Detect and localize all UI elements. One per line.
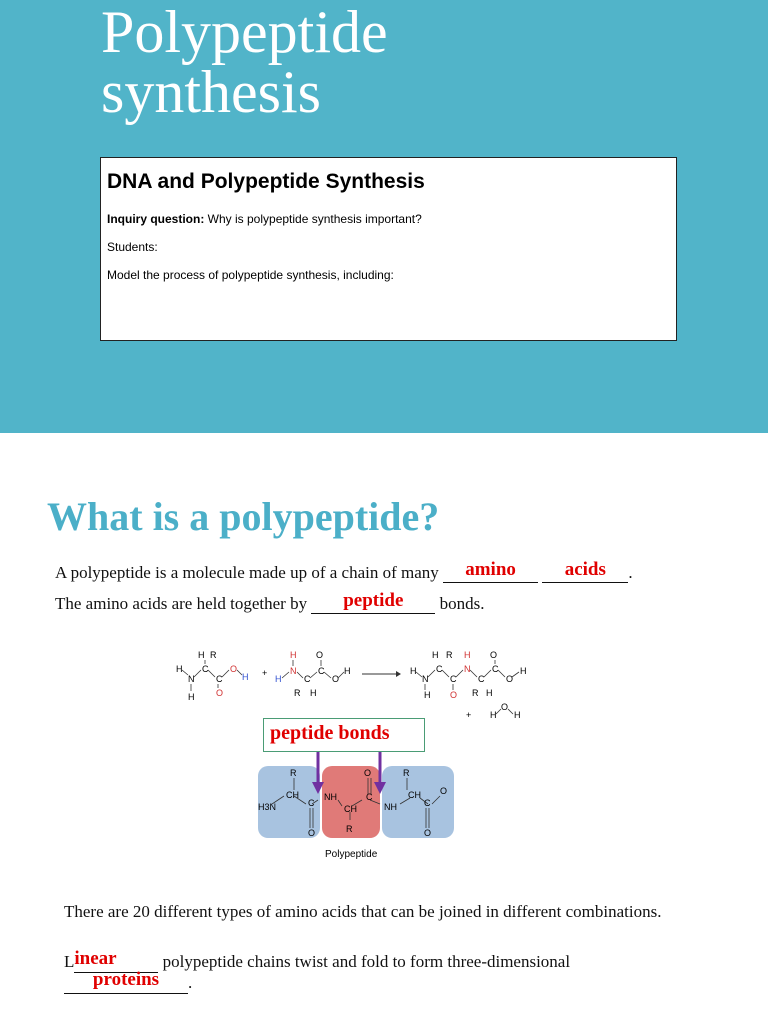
title-line-1: Polypeptide xyxy=(101,0,388,65)
atom-n: N xyxy=(290,666,297,676)
atom-o: O xyxy=(316,650,324,660)
amino-acid-1 xyxy=(176,650,249,702)
answer-peptide: peptide xyxy=(343,590,404,611)
atom-o: O xyxy=(230,664,238,674)
atom-h: H xyxy=(490,710,497,720)
atom-c: C xyxy=(424,798,431,808)
side-chain-r: R xyxy=(346,824,353,834)
syllabus-heading: DNA and Polypeptide Synthesis xyxy=(107,170,425,193)
atom-o: O xyxy=(364,768,372,778)
answer-amino: amino xyxy=(465,559,516,580)
atom-n: N xyxy=(422,674,429,684)
blank-proteins xyxy=(64,969,188,994)
syllabus-box xyxy=(100,157,677,341)
answer-acids: acids xyxy=(564,559,606,580)
atom-o: O xyxy=(501,702,509,712)
atom-h: H xyxy=(520,666,527,676)
atom-o: O xyxy=(216,688,224,698)
folding-prefix: L xyxy=(64,952,75,971)
atom-c: C xyxy=(492,664,499,674)
amino-acid-2 xyxy=(275,650,351,698)
side-chain-r: R xyxy=(403,768,410,778)
atom-c: C xyxy=(308,798,315,808)
atom-h: H xyxy=(242,672,249,682)
alpha-carbon: CH xyxy=(344,804,357,814)
atom-c: C xyxy=(202,664,209,674)
atom-h: H xyxy=(514,710,521,720)
side-chain-r: R xyxy=(290,768,297,778)
folding-mid: polypeptide chains twist and fold to form three-dimensional xyxy=(162,952,571,971)
atom-h: H xyxy=(176,664,183,674)
blank-peptide xyxy=(311,590,435,614)
answer-linear: inear xyxy=(74,948,117,969)
atom-o: O xyxy=(506,674,514,684)
atom-o: O xyxy=(450,690,458,700)
atom-n: N xyxy=(464,664,471,674)
amide-nh: NH xyxy=(324,792,337,802)
folding-suffix: . xyxy=(188,973,193,992)
atom-c: C xyxy=(304,674,311,684)
polypeptide-caption: Polypeptide xyxy=(325,849,378,860)
polypeptide-definition xyxy=(55,559,633,583)
slide-2-title: What is a polypeptide? xyxy=(47,494,440,539)
atom-r: R xyxy=(294,688,301,698)
atom-c: C xyxy=(216,674,223,684)
atom-c: C xyxy=(366,792,373,802)
atom-h: H xyxy=(464,650,471,660)
atom-r: R xyxy=(210,650,217,660)
alpha-carbon: CH xyxy=(408,790,421,800)
folding-para xyxy=(64,948,704,994)
atom-c: C xyxy=(436,664,443,674)
students-label: Students: xyxy=(107,240,158,254)
amino-terminus: H3N xyxy=(258,802,277,812)
atom-o: O xyxy=(424,828,432,838)
atom-h: H xyxy=(410,666,417,676)
atom-h: H xyxy=(310,688,317,698)
atom-h: H xyxy=(424,690,431,700)
plus-sign: + xyxy=(262,668,268,678)
peptide-bonds-label: peptide bonds xyxy=(270,722,390,744)
inquiry-question xyxy=(107,212,422,226)
slide-1 xyxy=(0,0,768,433)
condensation-reaction-diagram xyxy=(160,640,540,725)
definition-suffix: . xyxy=(628,563,633,582)
dipeptide-product xyxy=(410,650,527,720)
atom-n: N xyxy=(188,674,195,684)
peptide-bonds-callout xyxy=(263,718,425,752)
atom-o: O xyxy=(440,786,448,796)
atom-h: H xyxy=(275,674,282,684)
model-line: Model the process of polypeptide synthesis, including: xyxy=(107,268,394,282)
slide-1-title xyxy=(101,0,388,125)
atom-h: H xyxy=(344,666,351,676)
atom-h: H xyxy=(290,650,297,660)
inquiry-text: Why is polypeptide synthesis important? xyxy=(204,212,422,226)
blank-amino xyxy=(443,559,538,583)
amino-acid-types-para: There are 20 different types of amino acids that can be joined in different combinations. xyxy=(64,902,662,921)
polypeptide-structure-diagram xyxy=(250,748,470,868)
atom-o: O xyxy=(332,674,340,684)
atom-c: C xyxy=(478,674,485,684)
atom-r: R xyxy=(472,688,479,698)
atom-c: C xyxy=(318,666,325,676)
definition-prefix: A polypeptide is a molecule made up of a chain of many xyxy=(55,563,439,582)
atom-h: H xyxy=(198,650,205,660)
reaction-arrow xyxy=(362,671,401,677)
bond-sentence xyxy=(55,590,485,614)
atom-c: C xyxy=(450,674,457,684)
plus-sign: + xyxy=(466,710,472,720)
atom-h: H xyxy=(432,650,439,660)
atom-h: H xyxy=(188,692,195,702)
alpha-carbon: CH xyxy=(286,790,299,800)
bond-suffix: bonds. xyxy=(439,594,485,613)
inquiry-label: Inquiry question: xyxy=(107,212,205,226)
title-line-2: synthesis xyxy=(101,59,322,125)
bond-prefix: The amino acids are held together by xyxy=(55,594,308,613)
atom-h: H xyxy=(486,688,493,698)
atom-r: R xyxy=(446,650,453,660)
atom-o: O xyxy=(308,828,316,838)
blank-acids xyxy=(542,559,628,583)
amide-nh: NH xyxy=(384,802,397,812)
answer-proteins: proteins xyxy=(92,969,160,990)
atom-o: O xyxy=(490,650,498,660)
